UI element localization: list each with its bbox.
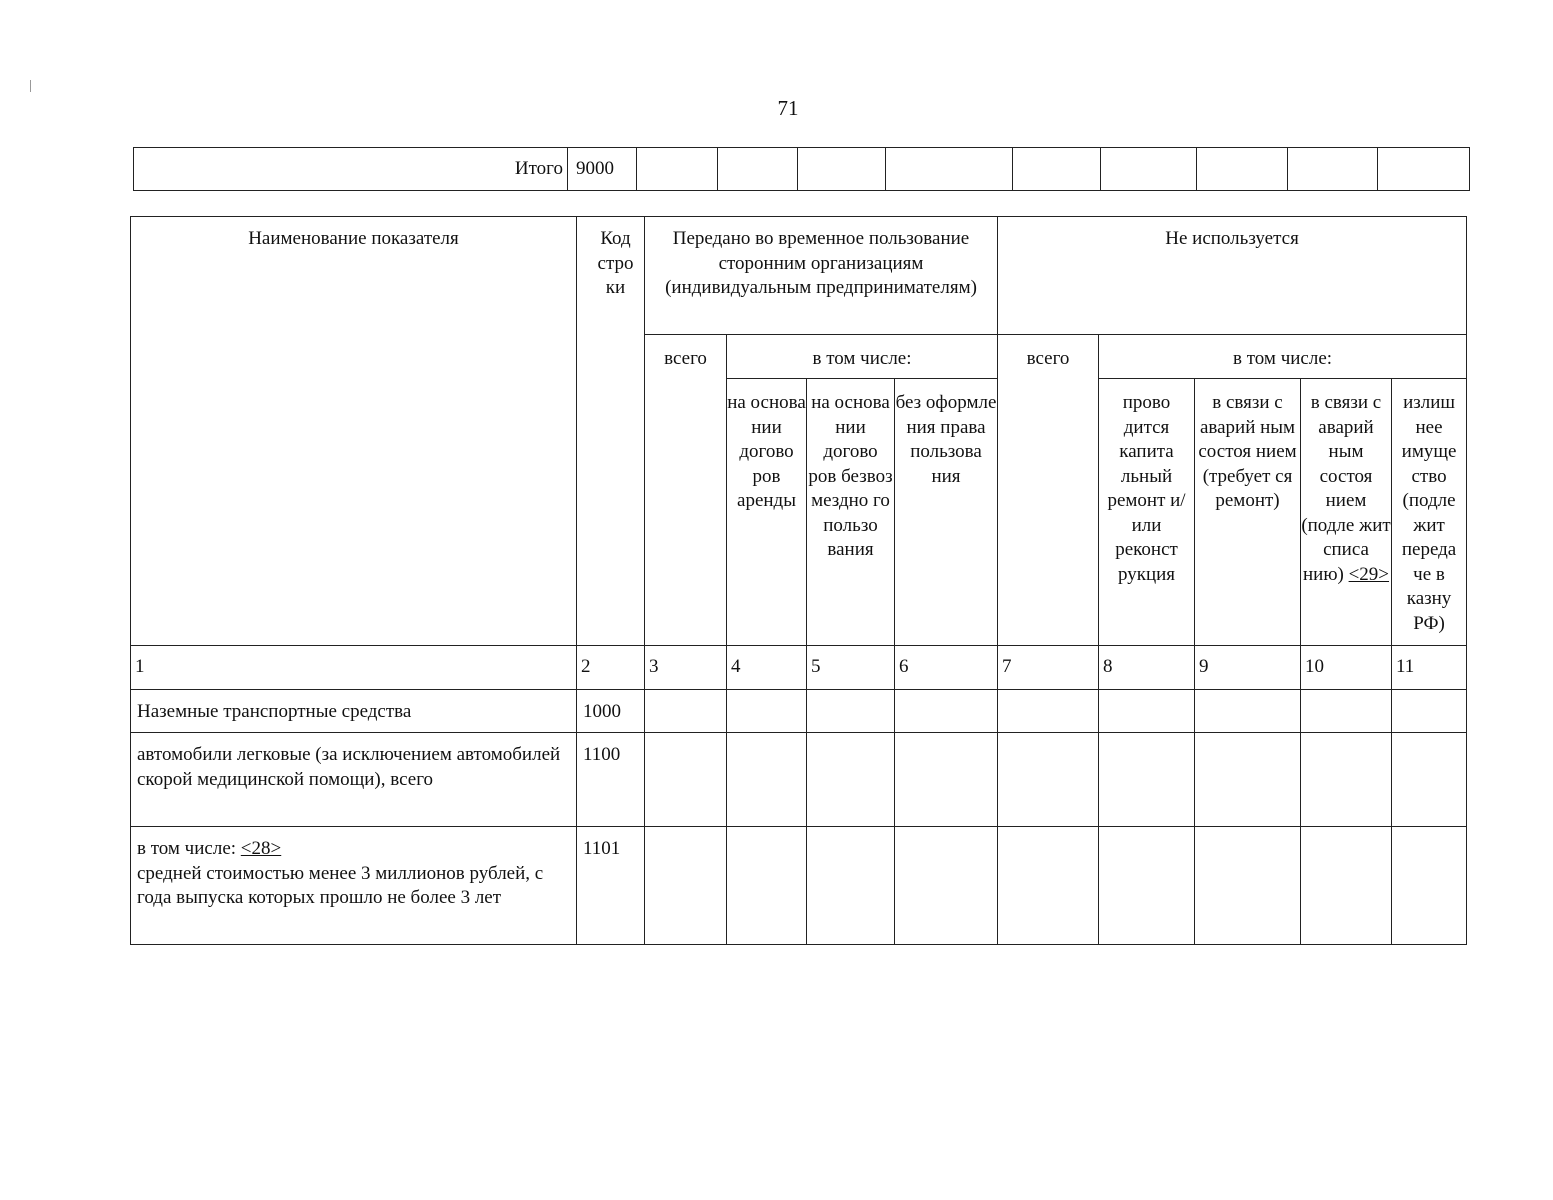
row-code: 1000 bbox=[577, 690, 645, 733]
data-cell bbox=[1392, 690, 1467, 733]
footnote-ref-28: <28> bbox=[240, 838, 282, 859]
scan-mark bbox=[30, 80, 31, 92]
header-no-registration: без оформле ния права пользова ния bbox=[895, 379, 998, 646]
header-unused: Не используется bbox=[998, 217, 1467, 335]
header-repair: прово дится капита льный ремонт и/или реконст рукция bbox=[1099, 379, 1195, 646]
column-number: 5 bbox=[807, 646, 895, 690]
data-cell bbox=[1099, 827, 1195, 945]
header-emergency-writeoff bbox=[1301, 379, 1392, 646]
data-cell bbox=[1099, 733, 1195, 827]
data-cell bbox=[727, 690, 807, 733]
row-name-text: средней стоимостью менее 3 миллионов рублей, с года выпуска которых прошло не более 3 лет bbox=[137, 862, 544, 908]
data-cell bbox=[998, 690, 1099, 733]
totals-label: Итого bbox=[134, 148, 568, 191]
column-number: 10 bbox=[1301, 646, 1392, 690]
column-number: 1 bbox=[131, 646, 577, 690]
data-cell bbox=[645, 690, 727, 733]
data-cell bbox=[998, 733, 1099, 827]
column-number: 3 bbox=[645, 646, 727, 690]
column-number: 7 bbox=[998, 646, 1099, 690]
column-number: 2 bbox=[577, 646, 645, 690]
row-name: Наземные транспортные средства bbox=[131, 690, 577, 733]
data-cell bbox=[645, 733, 727, 827]
header-transferred-total: всего bbox=[645, 335, 727, 646]
totals-cell bbox=[718, 148, 798, 191]
table-row bbox=[131, 690, 1467, 733]
header-transferred: Передано во временное пользование сторонним организациям (индивидуальным предпринимателям) bbox=[645, 217, 998, 335]
row-name: автомобили легковые (за исключением автомобилей скорой медицинской помощи), всего bbox=[131, 733, 577, 827]
column-number: 9 bbox=[1195, 646, 1301, 690]
totals-cell bbox=[1378, 148, 1470, 191]
header-surplus: излиш нее имуще ство (подле жит переда че в казну РФ) bbox=[1392, 379, 1467, 646]
column-number: 4 bbox=[727, 646, 807, 690]
column-number: 11 bbox=[1392, 646, 1467, 690]
data-cell bbox=[1195, 690, 1301, 733]
row-name bbox=[131, 827, 577, 945]
totals-cell bbox=[798, 148, 886, 191]
data-cell bbox=[1099, 690, 1195, 733]
header-transferred-including: в том числе: bbox=[727, 335, 998, 379]
header-name: Наименование показателя bbox=[131, 217, 577, 646]
header-lease: на основа нии догово ров аренды bbox=[727, 379, 807, 646]
totals-cell bbox=[637, 148, 718, 191]
data-cell bbox=[1195, 827, 1301, 945]
totals-cell bbox=[1197, 148, 1288, 191]
header-code: Код стро ки bbox=[577, 217, 645, 646]
totals-cell bbox=[1288, 148, 1378, 191]
data-cell bbox=[1301, 690, 1392, 733]
data-cell bbox=[895, 827, 998, 945]
data-cell bbox=[645, 827, 727, 945]
data-cell bbox=[727, 733, 807, 827]
totals-code: 9000 bbox=[568, 148, 637, 191]
header-emergency-repair: в связи с аварий ным состоя нием (требует ся ремонт) bbox=[1195, 379, 1301, 646]
data-cell bbox=[1301, 733, 1392, 827]
data-cell bbox=[998, 827, 1099, 945]
data-cell bbox=[1195, 733, 1301, 827]
data-cell bbox=[807, 827, 895, 945]
data-cell bbox=[895, 690, 998, 733]
totals-table bbox=[133, 147, 1470, 191]
row-code: 1100 bbox=[577, 733, 645, 827]
header-row-1 bbox=[131, 217, 1467, 335]
totals-row bbox=[134, 148, 1470, 191]
column-number: 8 bbox=[1099, 646, 1195, 690]
data-cell bbox=[1392, 827, 1467, 945]
column-number: 6 bbox=[895, 646, 998, 690]
data-cell bbox=[807, 733, 895, 827]
header-unused-total: всего bbox=[998, 335, 1099, 646]
row-code: 1101 bbox=[577, 827, 645, 945]
totals-cell bbox=[886, 148, 1013, 191]
table-row bbox=[131, 827, 1467, 945]
footnote-ref-29: <29> bbox=[1348, 563, 1390, 585]
totals-cell bbox=[1101, 148, 1197, 191]
data-cell bbox=[1392, 733, 1467, 827]
row-name-prefix: в том числе: bbox=[137, 838, 241, 859]
page-number: 71 bbox=[777, 96, 799, 120]
header-unused-including: в том числе: bbox=[1099, 335, 1467, 379]
data-cell bbox=[895, 733, 998, 827]
table-row bbox=[131, 733, 1467, 827]
column-numbers-row bbox=[131, 646, 1467, 690]
header-free-use: на основа нии догово ров безвоз мездно го пользо вания bbox=[807, 379, 895, 646]
data-cell bbox=[727, 827, 807, 945]
header-emergency-writeoff-text: в связи с аварий ным состоя нием (подле жит списа нию) bbox=[1301, 392, 1391, 585]
data-cell bbox=[807, 690, 895, 733]
totals-cell bbox=[1013, 148, 1101, 191]
indicator-table bbox=[130, 216, 1467, 945]
data-cell bbox=[1301, 827, 1392, 945]
